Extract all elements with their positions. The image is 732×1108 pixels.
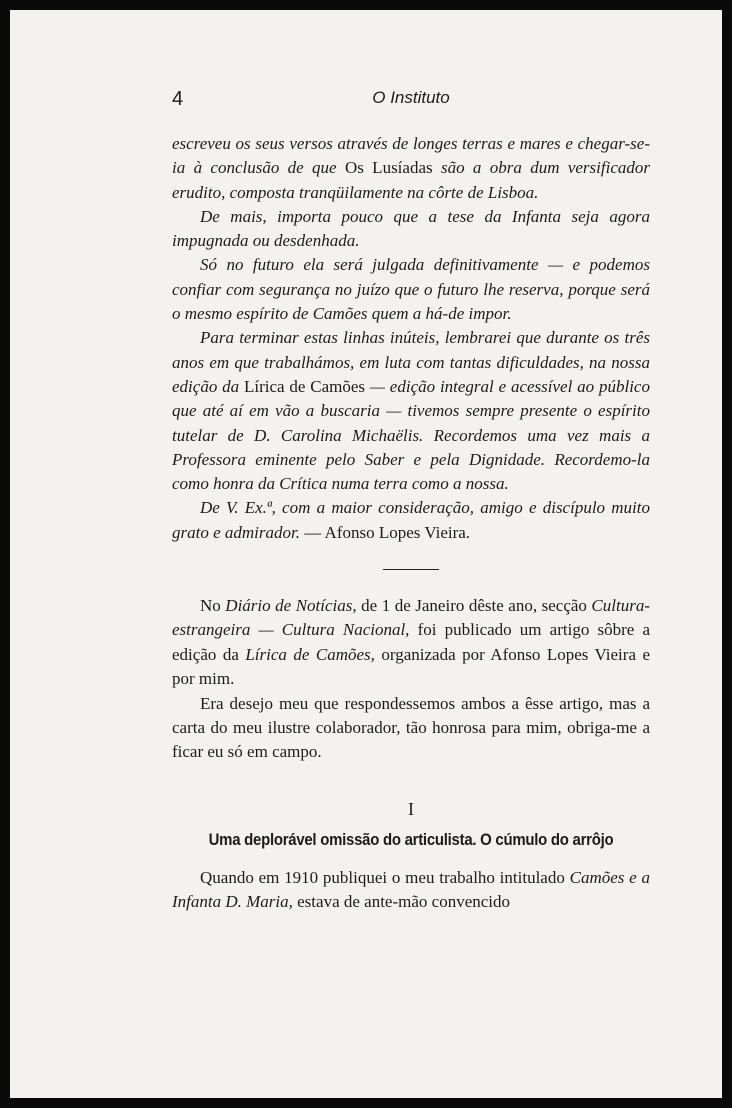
- body-paragraph: [172, 692, 650, 765]
- signature-name: — Afonso Lopes Vieira.: [299, 522, 471, 542]
- text-run: Lírica de Camões: [243, 376, 366, 396]
- running-header: [172, 82, 650, 110]
- page-content: [172, 82, 650, 915]
- body-text: [172, 594, 650, 765]
- text-run: de 1 de Janeiro dêste ano, secção: [356, 596, 592, 616]
- text-run: Lírica de Camões,: [245, 644, 375, 664]
- text-run: escreveu os seus versos através de longes terras e mares e chegar-se-ia à conclusão de que: [172, 134, 650, 178]
- document-page: [10, 10, 722, 1098]
- page-number: 4: [172, 88, 184, 110]
- letter-signoff: [172, 496, 650, 545]
- section-heading: Uma deplorável omissão do articulista. O cúmulo do arrôjo: [208, 829, 614, 849]
- body-paragraph: [172, 866, 650, 915]
- text-run: Para terminar estas linhas inúteis, lembrarei que durante os três anos em que trabalhámos, em luta com tantas dificuldades, na nossa edição da: [172, 328, 650, 396]
- text-run: foi publicado um artigo sôbre a edição da: [172, 620, 650, 664]
- text-run: Os Lusíadas: [344, 158, 433, 178]
- text-run: De V. Ex.ª, com a maior consideração, amigo e discípulo muito grato e admirador.: [172, 498, 650, 542]
- section-divider: [383, 569, 439, 570]
- text-run: Só no futuro ela será julgada definitivamente — e podemos confiar com segurança no juízo que o futuro lhe reserva, porque será o mesmo espírito de Camões quem a há-de impor.: [172, 255, 650, 324]
- letter-paragraph: [172, 253, 650, 326]
- letter-continuation: [172, 132, 650, 545]
- text-run: — edição integral e acessível ao público que até aí em vão a buscaria — tivemos sempre presente o espírito tutelar de D. Carolina Michaëlis. Recordemos uma vez mais a Professora eminente pelo Saber e pela Dignidade. Recordemo-la como honra da Crítica numa terra como a nossa.: [172, 376, 650, 494]
- text-run: Quando em 1910 publiquei o meu trabalho intitulado: [200, 867, 570, 887]
- text-run: organizada por Afonso Lopes Vieira e por mim.: [172, 644, 650, 689]
- body-paragraph: [172, 594, 650, 692]
- text-run: estava de ante-mão convencido: [292, 892, 511, 912]
- letter-paragraph: [172, 326, 650, 496]
- text-run: Camões e a Infanta D. Maria,: [172, 867, 650, 912]
- text-run: No: [200, 596, 226, 616]
- text-run: Cultura-estrangeira — Cultura Nacional,: [172, 596, 650, 640]
- running-title: O Instituto: [372, 88, 450, 107]
- letter-paragraph: [172, 205, 650, 254]
- text-run: são a obra dum versificador erudito, composta tranqüilamente na côrte de Lisboa.: [172, 158, 650, 202]
- text-run: Diário de Notícias,: [225, 596, 357, 616]
- text-run: De mais, importa pouco que a tese da Infanta seja agora impugnada ou desdenhada.: [172, 206, 650, 251]
- text-run: Era desejo meu que respondessemos ambos a êsse artigo, mas a carta do meu ilustre colaborador, tão honrosa para mim, obriga-me a ficar eu só em campo.: [172, 693, 650, 762]
- letter-paragraph: [172, 132, 650, 205]
- section-number: I: [408, 798, 414, 819]
